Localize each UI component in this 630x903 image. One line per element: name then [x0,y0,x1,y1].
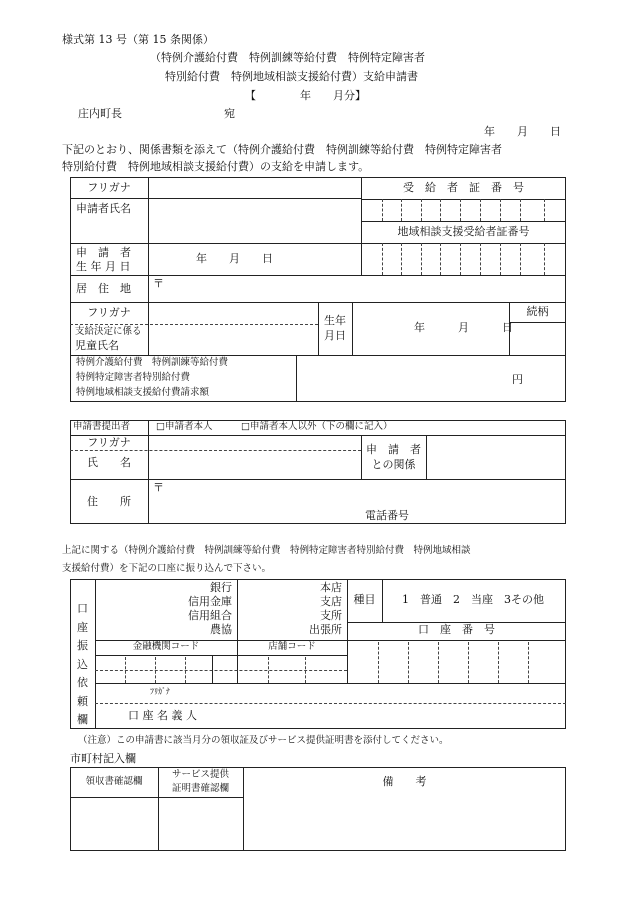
submitter-name-label: 氏 名 [87,456,131,469]
branch-code-label: 店舗コード [268,641,316,652]
submitter-label: 申請書提出者 [73,421,131,432]
period: 【 年 月分】 [245,89,366,102]
claim-label-1: 特例介護給付費 特例訓練等給付費 [76,357,229,368]
service-check-label-1: サービス提供 [171,769,229,780]
regional-number-label: 地域相談支援受給者証番号 [397,225,530,238]
submitter-name-field[interactable] [150,452,359,477]
receipt-check-label: 領収書確認欄 [85,776,143,787]
recipient-number-field[interactable] [363,201,564,219]
title-line-2: 特別給付費 特例地域相談支援給付費）支給申請書 [165,70,418,83]
regional-number-field[interactable] [363,245,564,273]
receipt-check-field[interactable] [72,799,156,849]
relation-label: 続柄 [526,305,549,318]
submitter-postal-mark: 〒 [153,481,164,494]
child-birth-value[interactable]: 年 月 日 [414,321,513,334]
bank-side-label: 口 座 振 込 依 頼 欄 [77,602,88,726]
submitter-furigana-label: フリガナ [87,436,131,449]
institution-code-label: 金融機関コード [132,641,200,652]
institution-code-field[interactable] [97,657,210,681]
account-number-label: 口 座 番 号 [418,623,495,636]
addressee: 庄内町長 [78,107,122,120]
holder-name-label: 口 座 名 義 人 [128,709,197,722]
phone-label: 電話番号 [365,509,409,522]
child-name-label-2: 児童氏名 [75,339,119,352]
claim-label-3: 特例地域相談支援給付費請求額 [76,387,210,398]
holder-name-field[interactable] [240,705,564,727]
branch-code-field[interactable] [239,657,345,681]
birthdate-label-1: 申 請 者 [76,246,131,259]
submitter-relation-field[interactable] [428,437,564,477]
birthdate-label-2: 生 年 月 日 [76,260,131,273]
account-type-label: 種目 [353,593,376,606]
postal-mark: 〒 [153,277,164,290]
branch-types[interactable]: 本店 支店 支所 出張所 [309,581,342,636]
relation-field[interactable] [511,324,564,353]
application-date: 年 月 日 [484,125,561,138]
birthdate-value[interactable]: 年 月 日 [196,252,273,265]
child-name-label-1: 支給決定に係る [75,326,142,337]
service-check-label-2: 証明書確認欄 [171,783,229,794]
submitter-other-checkbox[interactable]: □申請者本人以外（下の欄に記入） [241,421,393,432]
child-birth-label-2: 月日 [324,329,346,342]
child-name-field[interactable] [150,326,316,353]
account-type-options[interactable]: 1 普通 2 当座 3その他 [402,593,544,606]
submitter-relation-label-1: 申 請 者 [366,443,421,456]
submitter-address-label: 住 所 [87,495,131,508]
recipient-number-label: 受 給 者 証 番 号 [403,181,524,194]
claim-label-2: 特例特定障害者特別給付費 [76,372,191,383]
addressee-suffix: 宛 [224,107,235,120]
intro-line-1: 下記のとおり、関係書類を添えて（特例介護給付費 特例訓練等給付費 特例特定障害者 [62,143,502,156]
address-field[interactable] [166,278,562,300]
holder-furigana-label: ﾌﾘｶﾞﾅ [150,687,170,696]
furigana-field[interactable] [150,180,360,196]
transfer-intro-line-2: 支援給付費）を下記の口座に振り込んで下さい。 [62,563,272,574]
form-number: 様式第 13 号（第 15 条関係） [62,33,214,46]
municipal-section-title: 市町村記入欄 [70,752,136,765]
transfer-intro-line-1: 上記に関する（特例介護給付費 特例訓練等給付費 特例特定障害者特別給付費 特例地域相談 [62,545,471,556]
furigana-label: フリガナ [87,181,131,194]
attachment-note: （注意）この申請書に該当月分の領収証及びサービス提供証明書を添付してください。 [78,735,449,746]
applicant-name-field[interactable] [150,201,360,241]
account-number-field[interactable] [349,642,564,681]
applicant-name-label: 申請者氏名 [76,202,131,215]
remarks-label: 備 考 [382,775,427,788]
claim-unit: 円 [512,373,523,386]
remarks-field[interactable] [245,797,564,849]
submitter-address-field[interactable] [166,482,562,506]
address-label: 居 住 地 [76,282,131,295]
service-check-field[interactable] [160,799,241,849]
institution-types[interactable]: 銀行 信用金庫 信用組合 農協 [188,581,232,636]
child-furigana-label: フリガナ [87,306,131,319]
claim-amount-field[interactable] [300,360,508,398]
submitter-relation-label-2: との関係 [371,458,416,471]
submitter-self-checkbox[interactable]: □申請者本人 [156,421,213,432]
intro-line-2: 特別給付費 特例地域相談支援給付費）の支給を申請します。 [62,160,370,173]
title-line-1: （特例介護給付費 特例訓練等給付費 特例特定障害者 [150,51,425,64]
child-birth-label-1: 生年 [324,314,346,327]
